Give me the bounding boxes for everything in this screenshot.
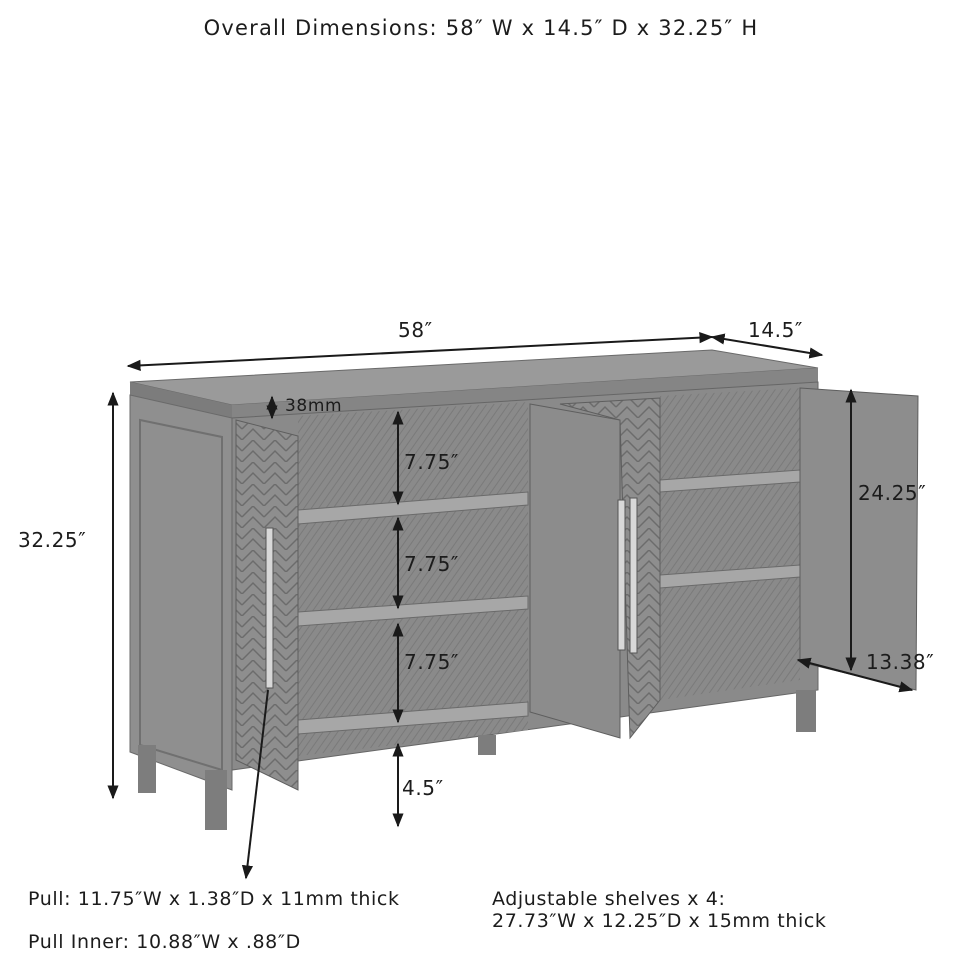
leg-front-left [205, 770, 227, 830]
leg-front-right [796, 690, 816, 732]
pull-left [266, 528, 273, 688]
pull-middle-a [618, 500, 625, 650]
pull-dimensions-note: Pull: 11.75″W x 1.38″D x 11mm thick [28, 888, 400, 910]
height-label: 32.25″ [18, 528, 87, 552]
cabinet-side-panel [130, 395, 232, 790]
shelves-dimensions-note: 27.73″W x 12.25″D x 15mm thick [492, 910, 827, 932]
interior-right [660, 388, 800, 700]
top-thickness-label: 38mm [285, 396, 343, 416]
shelves-count-note: Adjustable shelves x 4: [492, 888, 726, 910]
door-middle-left [530, 404, 620, 738]
overall-dimensions-title: Overall Dimensions: 58″ W x 14.5″ D x 32.25″ H [203, 16, 759, 40]
pull-middle-b [630, 498, 637, 653]
pull-inner-dimensions-note: Pull Inner: 10.88″W x .88″D [28, 931, 301, 953]
shelf-gap-1-label: 7.75″ [404, 450, 460, 474]
door-right [800, 388, 918, 690]
leg-height-label: 4.5″ [402, 776, 444, 800]
shelf-gap-3-label: 7.75″ [404, 650, 460, 674]
door-width-label: 13.38″ [866, 650, 935, 674]
cabinet-body [130, 350, 818, 830]
leg-middle [478, 735, 496, 755]
door-height-label: 24.25″ [858, 481, 927, 505]
depth-label: 14.5″ [748, 318, 804, 342]
leg-back-left [138, 745, 156, 793]
shelf-gap-2-label: 7.75″ [404, 552, 460, 576]
width-label: 58″ [398, 318, 433, 342]
